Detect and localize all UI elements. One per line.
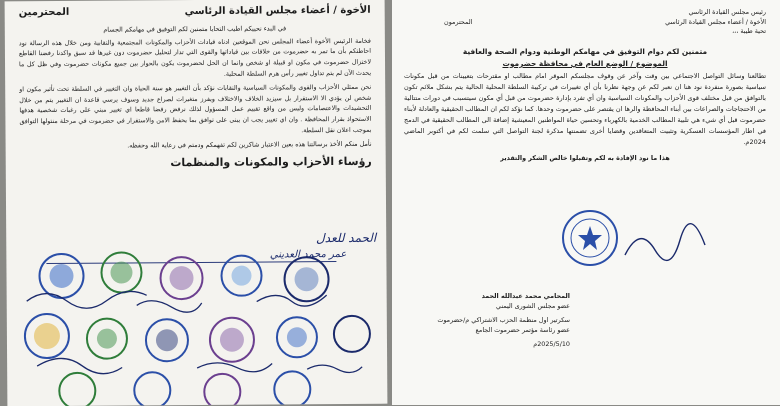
right-paragraph-1: تطالعنا وسائل التواصل الاجتماعي بين وقت وآخر عن وقوف مجلسكم الموقر امام مطالب او مقترحات بتعيينات من قبل مكونات سياسية بصورة منفردة نود هنا ان نعبر لكم عن وجهة نظرنا بأن أي تغييرات في تركيبة السلطة المحلية الحالية يتم بشكل ملائم تكون بالتوافق من قبل مختلف قوى الأحزاب والمكونات السياسية وان أي تفرد بإدارة حضرموت من قبل أي مكون سيتسبب في دورات متتالية من الاحتجاجات والصراعات بين أبناء المحافظة والرها ان يقتصر على حضرموت وحدها. كما نؤكد لكم ان المطالب الحقيقية والعادلة لأبناء حضرموت قبل أي شيء هي تلبية المطالب الخدمية بالكهرباء وتحسين حياة المواطنين المعيشية إضافة الى المطالب الحقيقية في الدمج في اطار المؤسسات العسكرية وتثبيت المتعاقدين وقضايا أخرى تضمنتها مذكرة لجنة التواصل التي سلمت لكم في أكتوبر الماضي 2024م.: [404, 71, 766, 146]
handwritten-name: عمر محمد العديني: [269, 248, 347, 261]
stamp-seal: [560, 208, 620, 268]
orgs-signatories-title: رؤساء الأحزاب والمكونات والمنظمات: [170, 155, 372, 170]
handwritten-note: الحمد للعدل: [315, 230, 377, 246]
right-greeting: تحية طيبة ،،،: [732, 27, 766, 36]
signatory-block: [410, 292, 570, 350]
right-letter-page: [392, 0, 780, 405]
right-honorific: المحترمون: [444, 18, 473, 26]
left-greeting: في البدء نحييكم اطيب التحايا متمنين لكم التوفيق في مهامكم الجسام: [103, 24, 287, 34]
letter-subject: الموضوع / الوضع العام في محافظة حضرموت: [502, 58, 668, 68]
left-addressee: الأخوة / أعضاء مجلس القيادة الرئاسي: [184, 4, 371, 18]
letter-date: 2025/5/10م: [533, 340, 570, 349]
left-paragraph-2: نحن ممثلي الأحزاب والقوى والمكونات السياسية والنقابات نؤكد بأن التغيير هو سنة الحياة وان التغيير في السلطة تحت تأثير مكون او شخص لن يؤدي الا الاستقرار بل سيزيد الخلاف والاختلاف ويفرز متغيرات لصراع جديد وسوف يرسي قاعدة ان التغيير يتم من خلال التحشيدات والاعتصامات وليس من واقع تقييم عمل المسؤول لذلك نرفض رفضا قاطعا اي تغيير مبني على رغبات شخصية هدفها الاستحواذ بقرار المحافظة . وان اي تغيير يجب ان يبنى على توافق بما يحفظ الامن والاستقرار في حضرموت في مرحلة منتولها التوافق بموجب اعلان نقل السلطة.: [19, 83, 372, 135]
signature-image: [620, 220, 710, 270]
stamps-and-signatures-image: [6, 239, 387, 406]
right-letter-header: [404, 8, 766, 37]
right-addressee-2: الأخوة / أعضاء مجلس القيادة الرئاسي: [665, 17, 766, 26]
right-closing: هذا ما نود الإفادة به لكم وتقبلوا خالص الشكر والتقدير: [500, 153, 670, 162]
signatory-role-3: عضو رئاسة مؤتمر حضرموت الجامع: [475, 325, 570, 334]
left-letter-page: [5, 0, 388, 406]
left-honorific: المحترمين: [18, 6, 70, 19]
left-letter-header: [19, 5, 371, 18]
signatory-role-2: سكرتير اول منظمة الحزب الاشتراكي م/حضرموت: [437, 316, 570, 325]
left-paragraph-1: فخامة الرئيس الأخوة أعضاء المجلس نحن الموقعين ادناه قيادات الأحزاب والمكونات المجتمعية والنقابية ومن خلال هذه الرسالة نود احاطتكم بأن ما تمر به حضرموت من خلافات بين قياداتها والقوى التي تدار لتحليل حضرموت دون غيرها قد سبق واكدنا رفضنا القاطع لاختزال حضرموت في مكون او قبيلة او شخص وانما ان الحل لحضرموت يكون بالحوار بين جميع مكونات حضرموت وفي ظل كل ما يحدث الآن لم يتم تداول تغيير رأس هرم السلطة المحلية.: [18, 37, 372, 78]
left-closing: نأمل منكم الأخذ برسالتنا هذه بعين الاعتبار شاكرين لكم تفهمكم ودمتم في رعاية الله وحفظه.: [127, 139, 372, 150]
signatory-name: المحامي محمد عبدالله الحمد: [481, 292, 570, 300]
right-wishes: متمنين لكم دوام التوفيق في مهامكم الوطنية ودوام الصحة والعافية: [462, 46, 708, 56]
signatory-role-1: عضو مجلس الشورى اليمني: [496, 301, 570, 310]
right-addressee-1: رئيس مجلس القيادة الرئاسي: [688, 8, 766, 16]
